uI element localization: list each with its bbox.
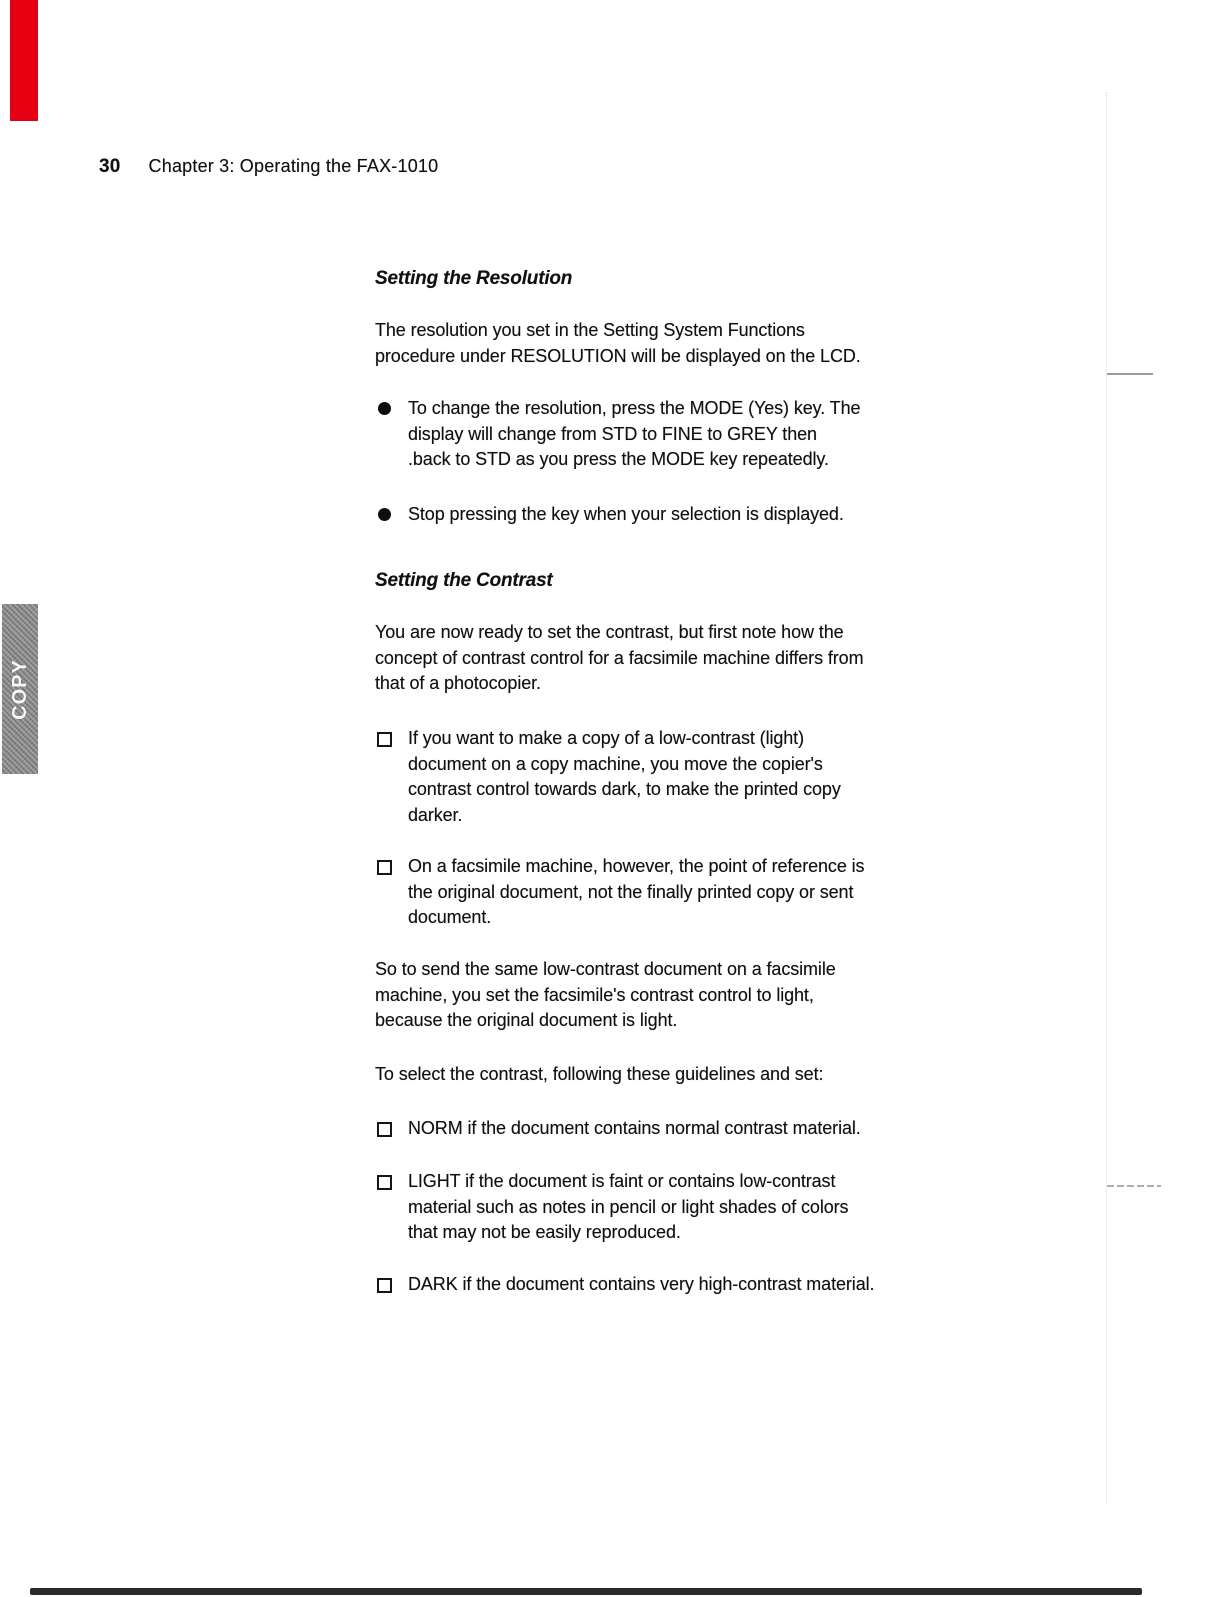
- text-line: The resolution you set in the Setting System Functions: [375, 320, 805, 340]
- scan-artifact-vertical-dotted-line: [1106, 92, 1107, 1504]
- check-item-text: [408, 1169, 848, 1246]
- chapter-title: Chapter 3: Operating the FAX-1010: [148, 156, 439, 176]
- text-line: LIGHT if the document is faint or contains low-contrast: [408, 1171, 836, 1191]
- check-item-norm: [375, 1116, 861, 1142]
- text-line: document.: [408, 907, 492, 927]
- checkbox-icon: [377, 1175, 392, 1190]
- text-line: So to send the same low-contrast document on a facsimile: [375, 959, 836, 979]
- text-line: DARK if the document contains very high-contrast material.: [408, 1274, 875, 1294]
- text-line: darker.: [408, 804, 463, 825]
- bullet-item-change-resolution: [375, 396, 860, 473]
- text-line: To change the resolution, press the MODE (Yes) key. The: [408, 398, 861, 418]
- scan-artifact-dash-top: [1107, 373, 1153, 375]
- check-item-text: [408, 726, 841, 828]
- checkbox-icon: [377, 1278, 392, 1293]
- check-item-light: [375, 1169, 848, 1246]
- check-item-text: [408, 1116, 861, 1142]
- copy-tab: [2, 604, 38, 774]
- bullet-text: [408, 502, 844, 528]
- bullet-icon: [378, 508, 391, 521]
- text-line: If you want to make a copy of a low-contrast (light): [408, 728, 804, 748]
- text-line: Stop pressing the key when your selection is displayed.: [408, 504, 844, 524]
- checkbox-icon: [377, 732, 392, 747]
- check-item-text: [408, 1272, 874, 1298]
- text-line: .back to STD as you press the MODE key repeatedly.: [408, 449, 829, 469]
- contrast-intro-paragraph: [375, 620, 863, 697]
- text-line: that may not be easily reproduced.: [408, 1222, 681, 1242]
- bullet-item-stop-pressing: [375, 502, 844, 528]
- check-item-text: [408, 854, 864, 931]
- text-line: You are now ready to set the contrast, but first note how the: [375, 622, 844, 642]
- check-item-dark: [375, 1272, 874, 1298]
- red-corner-mark: [10, 0, 38, 121]
- scan-artifact-dash-bottom: [1107, 1185, 1161, 1187]
- text-line: because the original document is light.: [375, 1010, 678, 1030]
- contrast-select-paragraph: [375, 1062, 823, 1088]
- resolution-intro-paragraph: [375, 318, 861, 369]
- bullet-icon: [378, 402, 391, 415]
- bullet-text: [408, 396, 860, 473]
- text-line: the original document, not the finally printed copy or sent: [408, 881, 854, 902]
- contrast-send-paragraph: [375, 957, 836, 1034]
- text-line: material such as notes in pencil or light shades of colors: [408, 1196, 849, 1217]
- text-line: concept of contrast control for a facsimile machine differs from: [375, 647, 864, 668]
- checkbox-icon: [377, 860, 392, 875]
- checkbox-icon: [377, 1122, 392, 1137]
- section-heading-resolution: Setting the Resolution: [375, 268, 573, 289]
- copy-tab-label: COPY: [8, 658, 31, 720]
- text-line: procedure under RESOLUTION will be displayed on the LCD.: [375, 345, 861, 366]
- text-line: To select the contrast, following these guidelines and set:: [375, 1064, 824, 1084]
- text-line: NORM if the document contains normal contrast material.: [408, 1118, 861, 1138]
- page-number: 30: [99, 156, 121, 177]
- text-line: display will change from STD to FINE to GREY then: [408, 423, 817, 444]
- text-line: that of a photocopier.: [375, 673, 541, 693]
- page-content: [375, 0, 975, 1597]
- text-line: machine, you set the facsimile's contrast control to light,: [375, 984, 814, 1005]
- check-item-copy-machine: [375, 726, 841, 828]
- section-heading-contrast: Setting the Contrast: [375, 570, 553, 591]
- text-line: On a facsimile machine, however, the point of reference is: [408, 856, 865, 876]
- check-item-facsimile-reference: [375, 854, 864, 931]
- text-line: document on a copy machine, you move the copier's: [408, 753, 823, 774]
- text-line: contrast control towards dark, to make the printed copy: [408, 779, 841, 799]
